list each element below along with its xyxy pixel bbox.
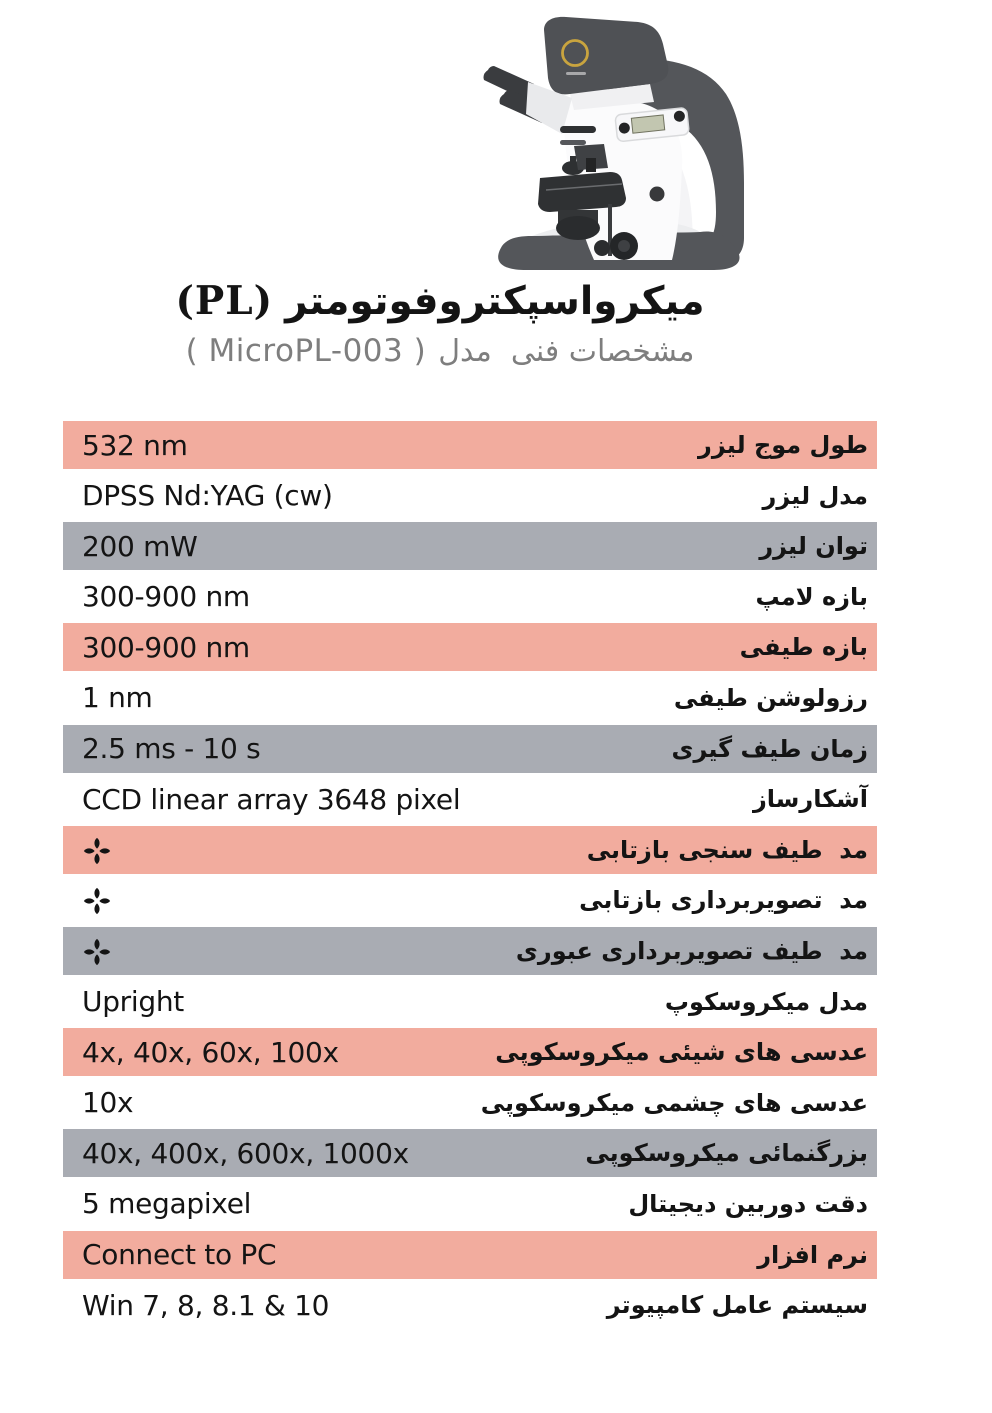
spec-row: [63, 1281, 877, 1329]
spec-row: [63, 1079, 877, 1127]
spec-row: [63, 472, 877, 520]
spec-label: رزولوشن طیفی: [673, 683, 868, 712]
spec-row: [63, 775, 877, 823]
spec-row: [63, 421, 877, 469]
spec-label: طول موج لیزر: [698, 431, 868, 459]
spec-row: [63, 674, 877, 722]
spec-value: CCD linear array 3648 pixel: [82, 782, 461, 816]
spec-value: [63, 935, 112, 967]
microscope-product-image: [474, 8, 759, 273]
spec-row: [63, 725, 877, 773]
spec-label: بزرگنمائی میکروسکوپی: [585, 1139, 868, 1168]
page-title-model-code: (PL): [175, 278, 274, 324]
spec-label: مد طیف تصویربرداری عبوری: [515, 936, 868, 965]
spec-row: [63, 1129, 877, 1177]
spec-row: [63, 826, 877, 874]
header: [0, 278, 880, 369]
spec-label: بازه لامپ: [755, 582, 868, 611]
spec-label: مدل لیزر: [762, 481, 868, 510]
spec-label: مد تصویربرداری بازتابی: [579, 886, 868, 915]
spec-label: بازه طیفی: [739, 633, 868, 662]
spec-value: 2.5 ms - 10 s: [82, 732, 261, 766]
spec-row: [63, 876, 877, 924]
spec-label: توان لیزر: [759, 532, 868, 561]
spec-value: 10x: [82, 1086, 134, 1120]
spec-value: Connect to PC: [82, 1238, 277, 1271]
spec-row: [63, 573, 877, 621]
spec-label: عدسی های چشمی میکروسکوپی: [480, 1088, 868, 1117]
four-petal-asterisk-icon: [82, 836, 112, 866]
spec-row: [63, 927, 877, 975]
spec-value: Win 7, 8, 8.1 & 10: [82, 1288, 330, 1322]
four-petal-asterisk-icon: [82, 886, 112, 916]
subtitle-persian: مشخصات فنی مدل: [438, 333, 695, 369]
spec-table: [63, 421, 877, 1332]
spec-label: نرم افزار: [757, 1240, 868, 1269]
stage: [538, 172, 626, 212]
spec-value: DPSS Nd:YAG (cw): [82, 479, 333, 513]
spec-value: 532 nm: [82, 428, 188, 462]
spec-label: آشکارساز: [752, 785, 868, 814]
spec-value: 4x, 40x, 60x, 100x: [82, 1035, 339, 1069]
spec-label: مدل میکروسکوپ: [664, 987, 868, 1016]
spec-value: [63, 834, 112, 866]
spec-label: زمان طیف گیری: [671, 734, 868, 763]
spec-row: [63, 623, 877, 671]
spec-value: Upright: [82, 985, 184, 1019]
spec-value: 5 megapixel: [82, 1187, 252, 1221]
spec-value: 200 mW: [82, 529, 198, 563]
spec-value: 300-900 nm: [82, 580, 250, 614]
spec-row: [63, 978, 877, 1026]
page-title-persian: میکرواسپکتروفوتومتر: [285, 278, 705, 324]
subtitle-model-number: ( MicroPL-003 ): [185, 333, 427, 369]
spec-value: [63, 884, 112, 916]
spec-row: [63, 1231, 877, 1279]
spec-row: [63, 1180, 877, 1228]
spec-value: 40x, 400x, 600x, 1000x: [82, 1136, 409, 1170]
spec-label: مد طیف سنجی بازتابی: [586, 835, 868, 864]
spec-row: [63, 522, 877, 570]
spec-value: 300-900 nm: [82, 630, 250, 664]
spec-label: سیستم عامل کامپیوتر: [606, 1291, 868, 1320]
page-title: [0, 278, 880, 324]
spec-label: دقت دوربین دیجیتال: [628, 1189, 868, 1218]
page-subtitle: [0, 333, 880, 369]
spec-label: عدسی های شیئی میکروسکوپی: [495, 1038, 868, 1067]
spec-value: 1 nm: [82, 681, 153, 715]
four-petal-asterisk-icon: [82, 937, 112, 967]
spec-row: [63, 1028, 877, 1076]
